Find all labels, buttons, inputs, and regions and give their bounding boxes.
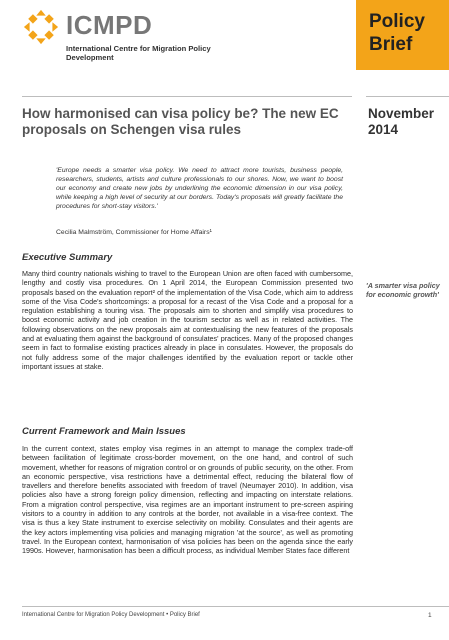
logo-name: ICMPD bbox=[66, 10, 153, 40]
document-title: How harmonised can visa policy be? The new EC proposals on Schengen visa rules bbox=[22, 106, 339, 137]
sidebar-divider bbox=[366, 96, 449, 97]
policy-brief-banner bbox=[356, 0, 449, 70]
footer-divider bbox=[22, 606, 449, 607]
icmpd-logo bbox=[22, 8, 232, 68]
header-divider bbox=[22, 96, 352, 97]
executive-summary-text: Many third country nationals wishing to travel to the European Union are often faced with cumbersome, lengthy and costly visa procedures. On 1 April 2014, the European Commission presented two proposals based on the evaluation report² of the implementation of the Visa Code, which aim to address some of the Visa Code's shortcomings: a proposal for a recast of the Visa Code and a proposal for a regulation establishing a touring visa. The proposals aim to shorten and simplify visa procedures to boost economic activity and job creation in the tourism sector as well as in related activities. The following observations on the new proposals aim at contextualising the new features of the proposals and at evaluating them against the background of consulates' practices. Many of the proposed changes seem in fact to formalise existing practices already in place in consulates. However, the proposals do not fully address some of the major challenges identified by the evaluation report or tackle other important issues at stake. bbox=[22, 269, 353, 371]
quote-attribution: Cecilia Malmström, Commissioner for Home Affairs¹ bbox=[56, 229, 212, 236]
page-number: 1 bbox=[428, 612, 432, 619]
opening-quote: 'Europe needs a smarter visa policy. We need to attract more tourists, business people, researchers, students, artists and culture professionals to our shores. Now, we want to boost our economy and create new jobs by underlining the economic dimension in our visa policy, while keeping a high level of security at our borders. Today's proposals will greatly facilitate the procedures for short-stay visitors.' bbox=[56, 167, 343, 210]
executive-summary-heading: Executive Summary bbox=[22, 252, 113, 263]
current-framework-heading: Current Framework and Main Issues bbox=[22, 426, 186, 437]
current-framework-text: In the current context, states employ visa regimes in an attempt to manage the complex trade-off between facilitation of legitimate cross-border movement, on the one hand, and control of such movement, whether for reasons of migration control or on grounds of public security, on the other. From an economic perspective, visa restrictions have a detrimental effect, reducing the bilateral flow of travellers and therefore benefits associated with freedom of travel (Neumayer 2010). In addition, visa policies also have a strong foreign policy dimension, reflecting and impacting on interstate relations. From a migration control perspective, visa regimes are an important instrument to pre-screen aspiring visitors to a country in addition to any controls at the border, not available in a visa-free context. The visa is thus a key State instrument to exercise selectivity on mobility. Consulates and their agents are the key actors implementing visa policies and managing migration 'at the source', as well as promoting travel. In the European context, harmonisation of visa policies has been on the agenda since the early 1990s. However, harmonisation has been a difficult process, as individual Member States face different bbox=[22, 444, 353, 556]
icmpd-logo-mark-icon bbox=[22, 8, 60, 46]
side-pull-quote: 'A smarter visa policy for economic growth' bbox=[366, 281, 440, 299]
publication-date: November 2014 bbox=[368, 106, 435, 137]
logo-subtitle: International Centre for Migration Policy Development bbox=[66, 44, 211, 62]
footer-text: International Centre for Migration Policy Development • Policy Brief bbox=[22, 612, 200, 618]
policy-brief-label: Policy Brief bbox=[369, 11, 425, 55]
